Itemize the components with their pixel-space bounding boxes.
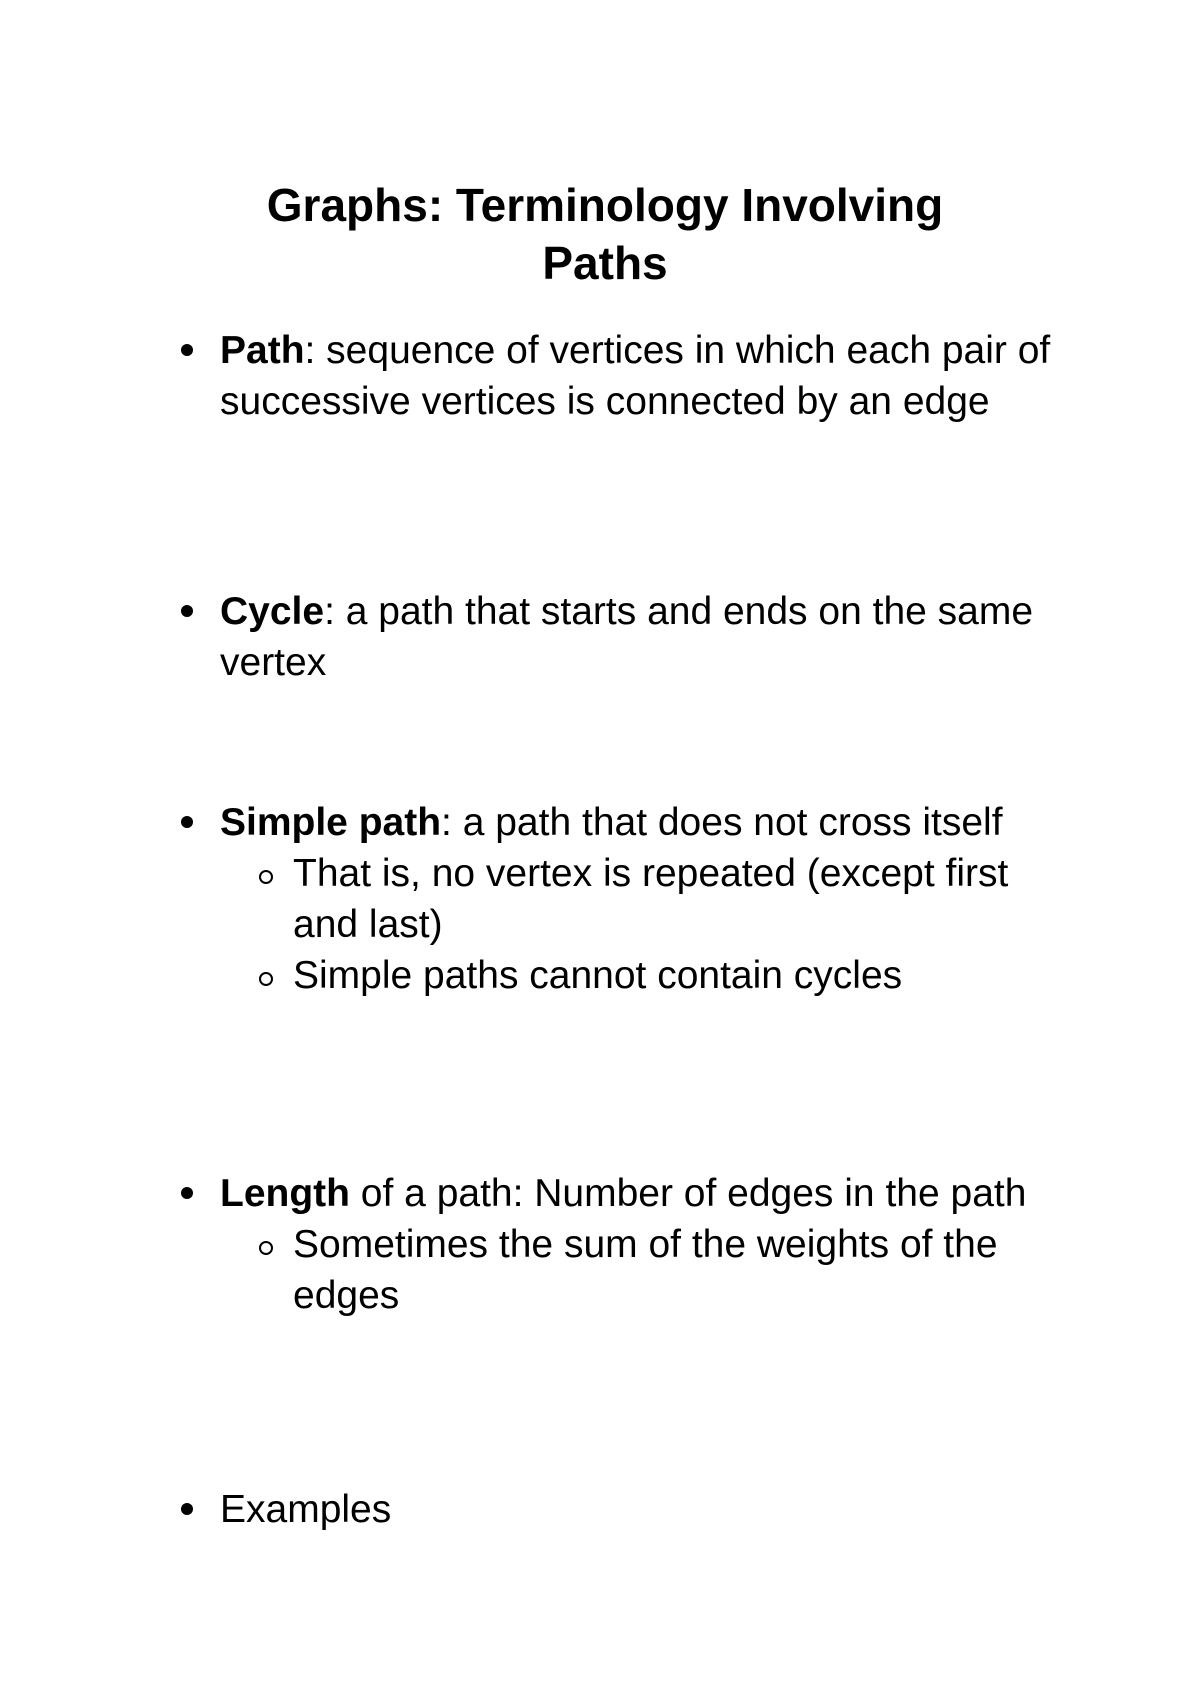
sub-bullet-no-cycles <box>293 950 1053 1001</box>
bullet-cycle <box>220 586 1060 688</box>
definition-length: of a path: Number of edges in the path <box>349 1172 1027 1215</box>
sub-bullet-circle-icon <box>259 972 273 986</box>
term-cycle: Cycle <box>220 590 325 633</box>
length-main <box>220 1168 1060 1219</box>
bullet-dot-icon <box>181 344 193 356</box>
bullet-dot-icon <box>181 1187 193 1199</box>
term-simple-path: Simple path <box>220 801 442 844</box>
title-line-1: Graphs: Terminology Involving <box>266 179 944 231</box>
bullet-dot-icon <box>181 1503 193 1515</box>
title-line-2: Paths <box>542 237 668 289</box>
bullet-dot-icon <box>181 816 193 828</box>
sub-bullet-no-repeat <box>293 848 1053 950</box>
sub-bullet-circle-icon <box>259 870 273 884</box>
sub-bullet-weights <box>293 1219 1053 1321</box>
bullet-examples <box>220 1484 1060 1535</box>
examples-text: Examples <box>220 1488 392 1531</box>
definition-simple-path: : a path that does not cross itself <box>441 801 1003 844</box>
definition-path: : sequence of vertices in which each pair of successive vertices is connected by an edge <box>220 329 1051 423</box>
page-title <box>160 176 1050 292</box>
sub-bullet-text: That is, no vertex is repeated (except first and last) <box>293 852 1009 946</box>
bullet-simple-path <box>220 797 1060 1001</box>
term-path: Path <box>220 329 305 372</box>
sub-bullet-text: Sometimes the sum of the weights of the edges <box>293 1223 998 1317</box>
sub-bullet-circle-icon <box>259 1241 273 1255</box>
bullet-length <box>220 1168 1060 1321</box>
sub-bullet-text: Simple paths cannot contain cycles <box>293 954 903 997</box>
bullet-path <box>220 325 1060 427</box>
term-length: Length <box>220 1172 350 1215</box>
bullet-dot-icon <box>181 605 193 617</box>
simple-path-main <box>220 797 1060 848</box>
definition-cycle: : a path that starts and ends on the same vertex <box>220 590 1034 684</box>
